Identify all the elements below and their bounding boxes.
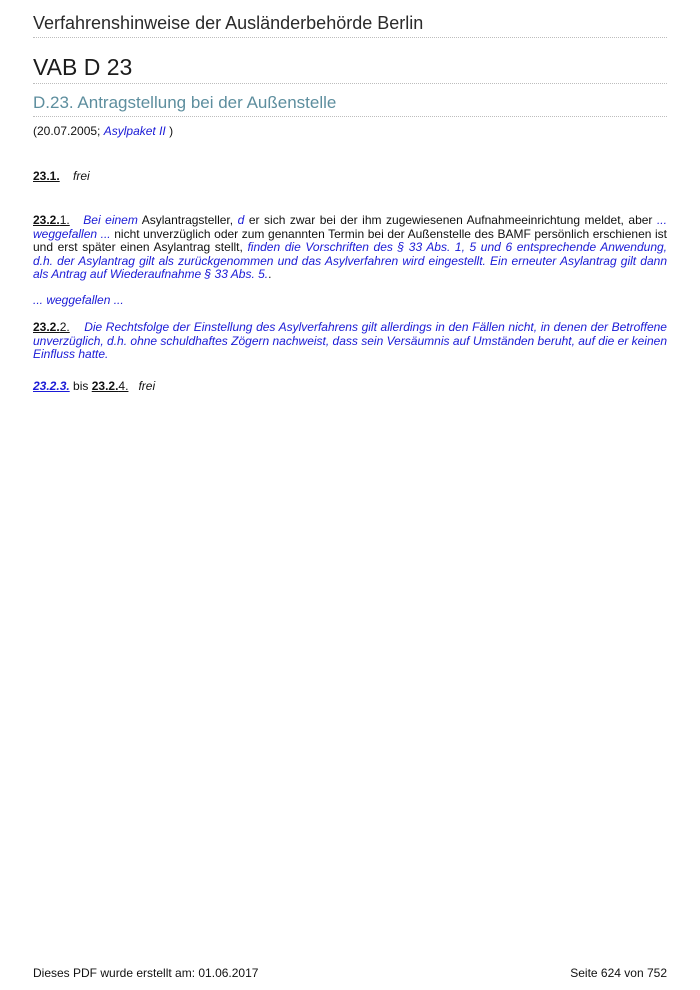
body-text: nicht unverzüglich oder zum genannten Termin bei der Außenstelle des BAMF persönlich erschienen ist und erst später einen Asylantrag stellt,	[33, 226, 668, 254]
section-subnumber: 1.	[59, 213, 70, 227]
date-line	[33, 124, 173, 138]
amended-text: finden die Vorschriften des § 33 Abs. 1, 5 und 6 entsprechende Anwendung, d.h. der Asylantrag gilt als zurückgenommen und das Asylverfahren wird eingestellt. Ein erneuter Asylantrag gilt dann als Antrag auf Wiederaufnahme § 33 Abs. 5.	[33, 240, 667, 281]
header-title: Verfahrenshinweise der Ausländerbehörde Berlin	[33, 13, 424, 33]
divider	[33, 37, 667, 38]
section-23-2-3	[33, 380, 667, 394]
section-23-2-2	[33, 321, 667, 362]
section-number: 23.2.	[33, 320, 60, 334]
section-23-1	[33, 170, 667, 184]
footer-created: Dieses PDF wurde erstellt am: 01.06.2017	[33, 966, 259, 980]
amended-text: d	[237, 213, 245, 227]
body-text: Asylantragsteller,	[137, 213, 238, 227]
section-title: D.23. Antragstellung bei der Außenstelle	[33, 93, 337, 112]
body-text: er sich zwar bei der ihm zugewiesenen Aufnahmeeinrichtung meldet, aber	[244, 213, 657, 227]
document-id: VAB D 23	[33, 54, 133, 80]
section-number: 23.1.	[33, 169, 60, 183]
body-text: .	[268, 267, 272, 281]
divider	[33, 116, 667, 117]
section-number: 23.2.	[33, 213, 60, 227]
divider	[33, 83, 667, 84]
section-number: 23.2.	[91, 379, 119, 393]
document-page	[33, 0, 667, 990]
footer-page-number: Seite 624 von 752	[570, 966, 667, 980]
section-text: frei	[138, 379, 156, 393]
section-subnumber: 2.	[59, 320, 70, 334]
amended-text: Bei einem	[83, 213, 138, 227]
asylpaket-link[interactable]: Asylpaket II	[103, 124, 166, 138]
section-subnumber: 4.	[118, 379, 129, 393]
date-close: )	[165, 124, 174, 138]
section-23-2-1	[33, 214, 667, 282]
body-text: bis	[69, 379, 92, 393]
date-text: (20.07.2005;	[33, 124, 104, 138]
removed-note: ... weggefallen ...	[33, 293, 124, 307]
amended-text: Die Rechtsfolge der Einstellung des Asylverfahrens gilt allerdings in den Fällen nicht, in denen der Betroffene unverzüglich, d.h. ohne schuldhaftes Zögern nachweist, dass sein Versäumnis auf Umständen beruht, auf die er keinen Einfluss hatte.	[33, 320, 667, 361]
section-link[interactable]: 23.2.3.	[33, 379, 70, 393]
removed-text: ... weggefallen ...	[33, 213, 667, 241]
section-text: frei	[73, 169, 90, 183]
